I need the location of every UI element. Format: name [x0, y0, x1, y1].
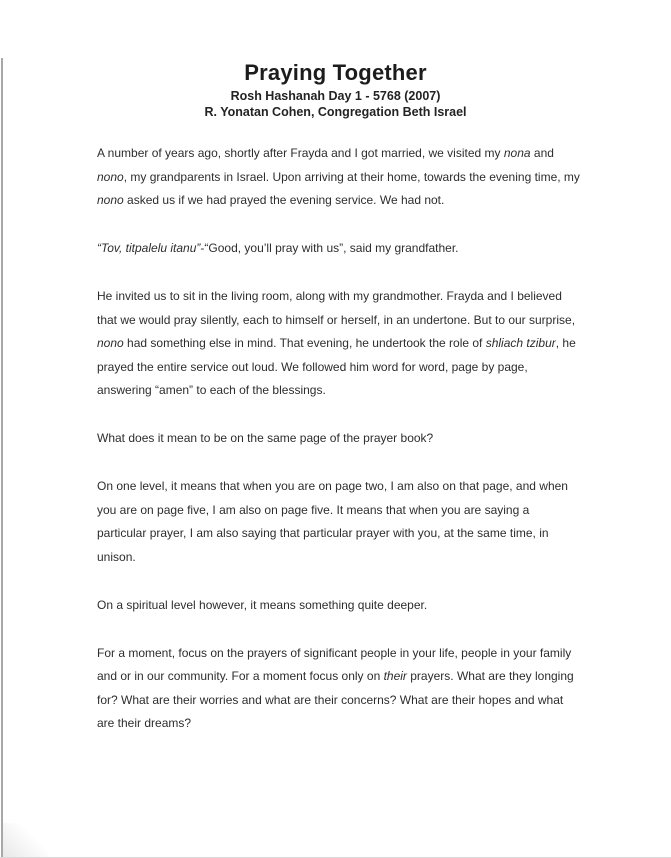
document-body [97, 142, 581, 736]
text-run: On one level, it means that when you are on page two, I am also on that page, and when you are on page five, I am also on page five. It means that when you are saying a particular prayer, I am also saying that particular prayer with you, at the same time, in unison. [97, 479, 568, 564]
page-left-edge-divider [1, 58, 3, 858]
text-run: He invited us to sit in the living room, along with my grandmother. Frayda and I believed that we would pray silently, each to himself or herself, in an undertone. But to our surprise, [97, 289, 576, 327]
document-page [0, 58, 671, 858]
paragraph [97, 475, 581, 569]
text-run: What does it mean to be on the same page of the prayer book? [97, 431, 434, 445]
document-subtitle-date: Rosh Hashanah Day 1 - 5768 (2007) [230, 89, 441, 103]
text-run: had something else in mind. That evening, he undertook the role of [123, 336, 486, 350]
paragraph [97, 285, 581, 403]
paragraph [97, 237, 581, 261]
paragraph [97, 594, 581, 618]
paragraph [97, 427, 581, 451]
italic-text-run: nono [97, 336, 124, 350]
text-run: , my grandparents in Israel. Upon arriving at their home, towards the evening time, my [123, 169, 580, 184]
italic-text-run: shliach tzibur [485, 336, 556, 350]
document-header [0, 58, 671, 120]
paragraph [97, 142, 581, 213]
text-run: prayers. What are they longing for? What are their worries and what are their concerns? What are their hopes and what are their dreams? [97, 669, 574, 730]
text-run: -“Good, you’ll pray with us”, said my grandfather. [200, 241, 459, 255]
document-title: Praying Together [244, 60, 427, 85]
italic-text-run: nono [97, 193, 124, 207]
paragraph [97, 642, 581, 736]
italic-text-run: “Tov, titpalelu itanu” [97, 241, 201, 255]
italic-text-run: nono [97, 169, 124, 184]
text-run: On a spiritual level however, it means something quite deeper. [97, 597, 428, 612]
document-subtitle-author: R. Yonatan Cohen, Congregation Beth Israel [204, 105, 467, 119]
page-corner-shadow [3, 823, 49, 857]
text-run: asked us if we had prayed the evening service. We had not. [123, 193, 445, 207]
italic-text-run: nona [503, 146, 531, 160]
text-run: , he prayed the entire service out loud. We followed him word for word, page by page, answering “amen” to each of the blessings. [97, 336, 576, 397]
text-run: For a moment, focus on the prayers of significant people in your life, people in your family and or in our community. For a moment focus only on [97, 645, 572, 683]
text-run: A number of years ago, shortly after Frayda and I got married, we visited my [97, 146, 504, 160]
italic-text-run: their [383, 669, 407, 683]
text-run: and [530, 146, 554, 160]
